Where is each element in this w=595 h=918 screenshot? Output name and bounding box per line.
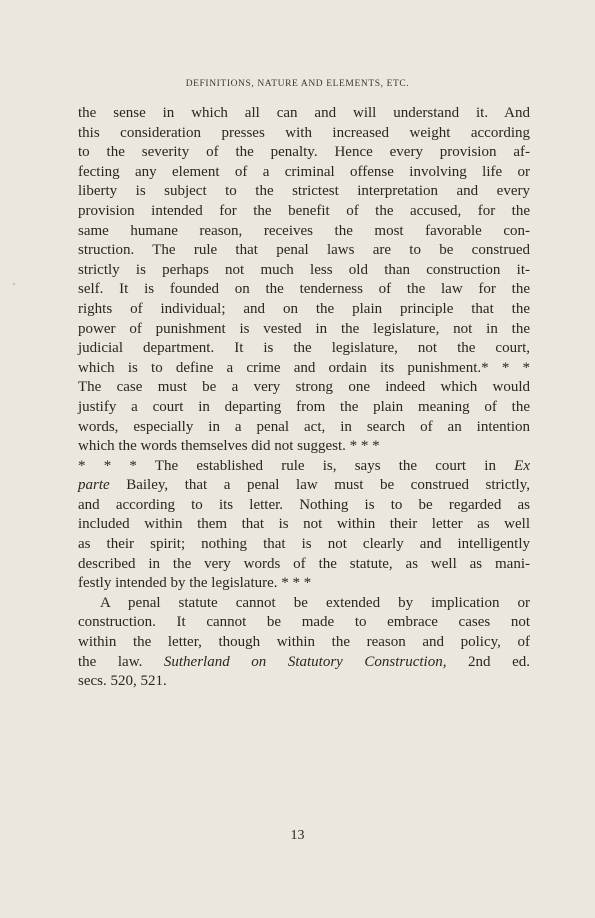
text-line: included within them that is not within their letter as well [78,516,530,533]
running-head: DEFINITIONS, NATURE AND ELEMENTS, ETC. [185,79,410,89]
text-line: power of punishment is vested in the legislature, not in the [78,320,530,337]
text-line: festly intended by the legislature. * * * [78,575,312,592]
italic-text: Ex [514,457,530,474]
text-segment: 2nd ed. [446,653,530,670]
text-line: which the words themselves did not suggest. * * * [78,438,380,455]
paragraph-3 [78,594,530,692]
text-line: strictly is perhaps not much less old than construction it- [78,261,530,278]
text-line: The case must be a very strong one indeed which would [78,379,530,396]
text-line: the sense in which all can and will understand it. And [78,105,530,121]
text-line: as their spirit; nothing that is not clearly and intelligently [78,536,530,553]
text-line: self. It is founded on the tenderness of the law for the [78,281,530,298]
text-line: A penal statute cannot be extended by implication or [100,594,530,611]
text-line: fecting any element of a criminal offense involving life or [78,163,530,180]
text-line: to the severity of the penalty. Hence every provision af- [78,144,530,161]
text-line: which is to define a crime and ordain its punishment.* * * [78,359,530,376]
text-line: described in the very words of the statute, as well as mani- [78,555,530,572]
text-line: same humane reason, receives the most favorable con- [78,222,530,239]
text-line: rights of individual; and on the plain principle that the [78,300,530,317]
paragraph-2 [78,457,530,594]
text-segment: Bailey, that a penal law must be construed strictly, [109,477,530,494]
text-line: within the letter, though within the reason and policy, of [78,634,530,651]
text-segment: the law. [78,653,164,670]
text-line: words, especially in a penal act, in search of an intention [78,418,530,435]
page-number: 13 [290,828,305,843]
text-line: struction. The rule that penal laws are to be construed [78,242,530,259]
text-line: this consideration presses with increased weight according [78,124,530,141]
text-line [78,653,530,673]
body-text [78,104,530,692]
text-line: provision intended for the benefit of the accused, for the [78,202,530,219]
text-line: and according to its letter. Nothing is to be regarded as [78,496,530,513]
text-line: justify a court in departing from the plain meaning of the [78,398,530,415]
text-line: liberty is subject to the strictest interpretation and every [78,183,530,200]
text-line [78,476,530,496]
text-segment: * * * The established rule is, says the court in [78,457,515,474]
paragraph-1 [78,104,530,457]
paper-speck [13,283,15,285]
text-line: secs. 520, 521. [78,673,167,690]
text-line: judicial department. It is the legislature, not the court, [78,340,530,357]
citation-title: Sutherland on Statutory Construction, [163,653,447,670]
text-line [78,457,530,477]
italic-text: parte [78,477,110,494]
text-line: construction. It cannot be made to embrace cases not [78,614,530,631]
